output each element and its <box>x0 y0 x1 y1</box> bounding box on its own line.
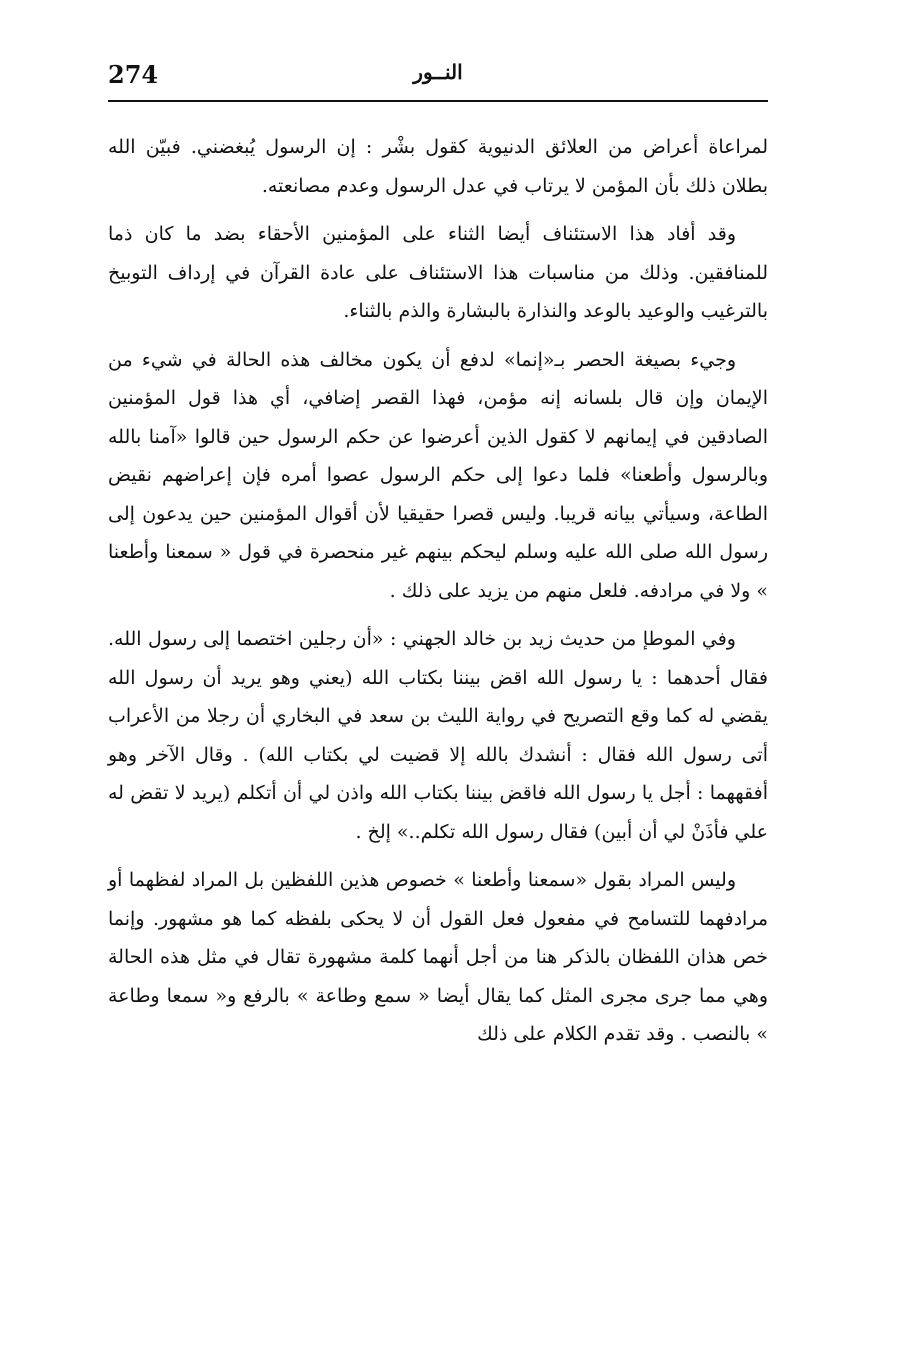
paragraph-5: وليس المراد بقول «سمعنا وأطعنا » خصوص هذين اللفظين بل المراد لفظهما أو مرادفهما للتسامح في مفعول فعل القول أن لا يحكى بلفظه كما هو مشهور. وإنما خص هذان اللفظان بالذكر هنا من أجل أنهما كلمة مشهورة تقال في مثل هذه الحالة وهي مما جرى مجرى المثل كما يقال أيضا « سمع وطاعة » بالرفع و« سمعا وطاعة » بالنصب . وقد تقدم الكلام على ذلك <box>108 869 768 1045</box>
paragraph-2: وقد أفاد هذا الاستئناف أيضا الثناء على المؤمنين الأحقاء بضد ما كان ذما للمنافقين. وذلك من مناسبات هذا الاستئناف على عادة القرآن في إرداف التوبيخ بالترغيب والوعيد بالوعد والنذارة بالبشارة والذم بالثناء. <box>108 223 768 322</box>
page-number: 274 <box>108 60 159 89</box>
header-rule <box>108 100 768 102</box>
page-header <box>108 60 768 98</box>
paragraph-1: لمراعاة أعراض من العلائق الدنيوية كقول بشْر : إن الرسول يُبغضني. فبيّن الله بطلان ذلك بأن المؤمن لا يرتاب في عدل الرسول وعدم مصانعته. <box>108 136 768 197</box>
paragraph-4: وفي الموطإ من حديث زيد بن خالد الجهني : «أن رجلين اختصما إلى رسول الله. فقال أحدهما : يا رسول الله اقض بيننا بكتاب الله (يعني وهو يريد أن رسول الله يقضي له كما وقع التصريح في رواية الليث بن سعد في البخاري أن رجلا من الأعراب أتى رسول الله فقال : أنشدك بالله إلا قضيت لي بكتاب الله) . وقال الآخر وهو أفقههما : أجل يا رسول الله فاقض بيننا بكتاب الله واذن لي أن أتكلم (يريد لا تقض له علي فأذَنْ لي أن أبين) فقال رسول الله تكلم..» إلخ . <box>108 628 768 843</box>
paragraph-3: وجيء بصيغة الحصر بـ«إنما» لدفع أن يكون مخالف هذه الحالة في شيء من الإيمان وإن قال بلسانه إنه مؤمن، فهذا القصر إضافي، أي هذا قول المؤمنين الصادقين في إيمانهم لا كقول الذين أعرضوا عن حكم الرسول حين قالوا «آمنا بالله وبالرسول وأطعنا» فلما دعوا إلى حكم الرسول عصوا أمره فإن إعراضهم نقيض الطاعة، وسيأتي بيانه قريبا. وليس قصرا حقيقيا لأن أقوال المؤمنين حين يدعون إلى رسول الله صلى الله عليه وسلم ليحكم بينهم غير منحصرة في قول « سمعنا وأطعنا » ولا في مرادفه. فلعل منهم من يزيد على ذلك . <box>108 348 768 602</box>
running-title: النــور <box>413 60 463 84</box>
body-text <box>108 128 768 1054</box>
